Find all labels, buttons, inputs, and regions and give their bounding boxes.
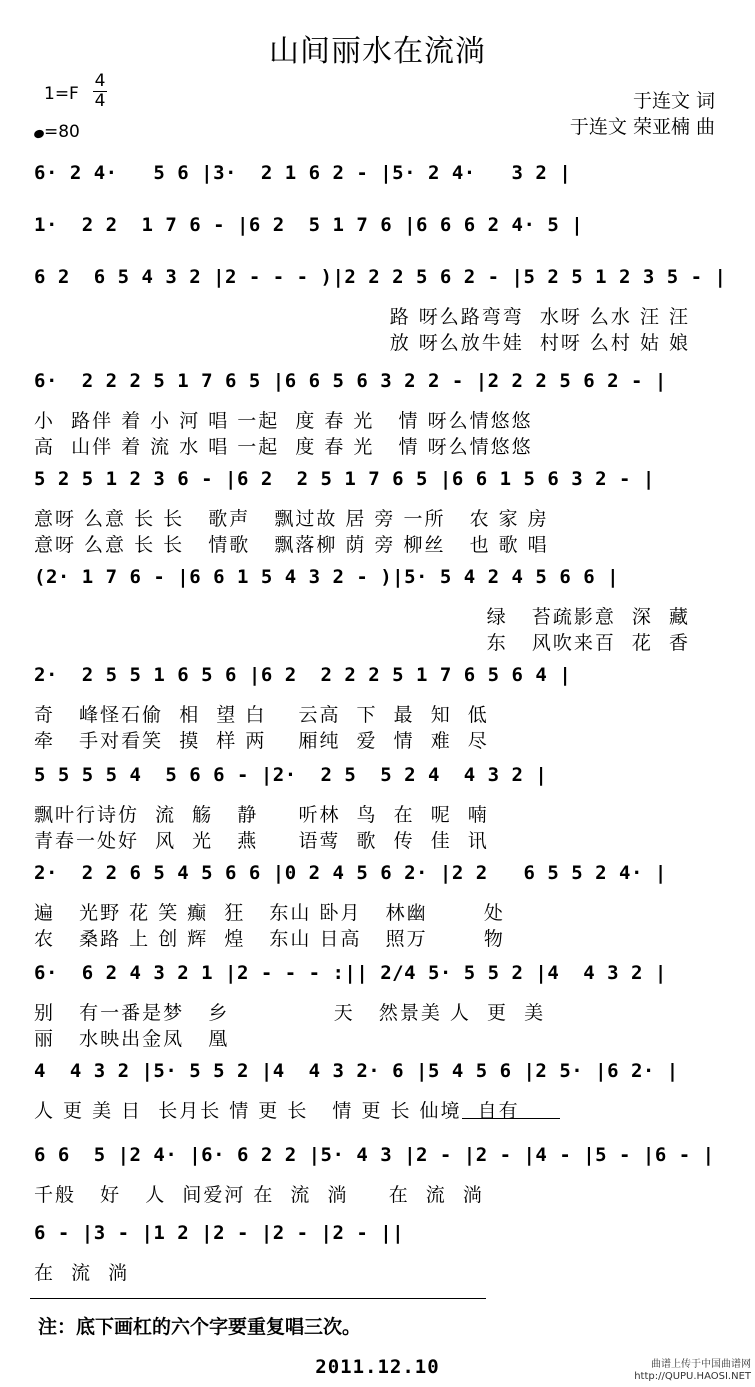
footnote-divider	[30, 1298, 486, 1299]
tempo-marking	[34, 122, 80, 142]
lyrics-verse-2: 意呀 么意 长 长 情歌 飘落柳 荫 旁 柳丝 也 歌 唱	[34, 534, 549, 556]
watermark	[634, 1359, 751, 1383]
notation-row: 5 5 5 5 4 5 6 6 - |2· 2 5 5 2 4 4 3 2 |	[34, 764, 548, 786]
page-title: 山间丽水在流淌	[269, 34, 486, 69]
notation-row: 6· 2 4· 5 6 |3· 2 1 6 2 - |5· 2 4· 3 2 |	[34, 162, 572, 184]
lyricist-credit: 于连文 词	[632, 90, 715, 112]
composer-credit: 于连文 荣亚楠 曲	[569, 116, 715, 138]
notation-row: 5 2 5 1 2 3 6 - |6 2 2 5 1 7 6 5 |6 6 1 5 6 3 2 - |	[34, 468, 655, 490]
notation-row: 6 - |3 - |1 2 |2 - |2 - |2 - ||	[34, 1222, 405, 1244]
time-bottom: 4	[94, 91, 106, 111]
lyrics-verse-2: 高 山伴 着 流 水 唱 一起 度 春 光 情 呀么情悠悠	[34, 436, 533, 458]
watermark-line2: http://QUPU.HAOSI.NET	[634, 1371, 751, 1382]
notation-row: (2· 1 7 6 - |6 6 1 5 4 3 2 - )|5· 5 4 2 4 5 6 6 |	[34, 566, 620, 588]
lyrics-verse-2: 农 桑路 上 创 辉 煌 东山 日高 照万 物	[34, 928, 505, 950]
time-top: 4	[94, 71, 106, 91]
notation-row: 2· 2 2 6 5 4 5 6 6 |0 2 4 5 6 2· |2 2 6 5 5 2 4· |	[34, 862, 667, 884]
tempo-value: =80	[44, 122, 80, 142]
notation-row: 1· 2 2 1 7 6 - |6 2 5 1 7 6 |6 6 6 2 4· 5 |	[34, 214, 584, 236]
footnote: 注：底下画杠的六个字要重复唱三次。	[38, 1316, 362, 1338]
lyrics-verse-1: 遍 光野 花 笑 癫 狂 东山 卧月 林幽 处	[34, 902, 505, 924]
key-signature: 1=F	[44, 84, 79, 104]
date: 2011.12.10	[315, 1356, 440, 1378]
lyrics-verse-1: 奇 峰怪石偷 相 望 白 云高 下 最 知 低	[34, 704, 489, 726]
lyrics-verse-1: 人 更 美 日 长月长 情 更 长 情 更 长 仙境 自有	[34, 1100, 520, 1122]
lyrics-verse-2: 牵 手对看笑 摸 样 两 厢纯 爱 情 难 尽	[34, 730, 489, 752]
lyrics-verse-1: 小 路伴 着 小 河 唱 一起 度 春 光 情 呀么情悠悠	[34, 410, 533, 432]
lyrics-verse-1: 飘叶行诗仿 流 觞 静 听林 鸟 在 呢 喃	[34, 804, 489, 826]
repeat-underline	[462, 1118, 560, 1119]
lyrics-verse-1: 别 有一番是梦 乡 天 然景美 人 更 美	[34, 1002, 546, 1024]
notation-row: 6 6 5 |2 4· |6· 6 2 2 |5· 4 3 |2 - |2 - |4 - |5 - |6 - |	[34, 1144, 715, 1166]
lyrics-verse-1: 绿 苔疏影意 深 藏	[486, 606, 690, 628]
notation-row: 2· 2 5 5 1 6 5 6 |6 2 2 2 2 5 1 7 6 5 6 4 |	[34, 664, 572, 686]
lyrics-verse-2: 丽 水映出金凤 凰	[34, 1028, 230, 1050]
lyrics-verse-2: 放 呀么放牛娃 村呀 么村 姑 娘	[389, 332, 690, 354]
notation-row: 6 2 6 5 4 3 2 |2 - - - )|2 2 2 5 6 2 - |5 2 5 1 2 3 5 - |	[34, 266, 727, 288]
watermark-line1: 曲谱上传于中国曲谱网	[651, 1359, 751, 1370]
notation-row: 6· 2 2 2 5 1 7 6 5 |6 6 5 6 3 2 2 - |2 2 2 5 6 2 - |	[34, 370, 667, 392]
notation-row: 6· 6 2 4 3 2 1 |2 - - - :|| 2/4 5· 5 5 2 |4 4 3 2 |	[34, 962, 667, 984]
lyrics-verse-1: 在 流 淌	[34, 1262, 130, 1284]
lyrics-verse-1: 千般 好 人 间爱河 在 流 淌 在 流 淌	[34, 1184, 484, 1206]
time-signature	[92, 72, 108, 111]
notation-row: 4 4 3 2 |5· 5 5 2 |4 4 3 2· 6 |5 4 5 6 |2 5· |6 2· |	[34, 1060, 679, 1082]
lyrics-verse-2: 青春一处好 风 光 燕 语莺 歌 传 佳 讯	[34, 830, 489, 852]
lyrics-verse-2: 东 风吹来百 花 香	[486, 632, 690, 654]
lyrics-verse-1: 路 呀么路弯弯 水呀 么水 汪 汪	[389, 306, 690, 328]
lyrics-verse-1: 意呀 么意 长 长 歌声 飘过故 居 旁 一所 农 家 房	[34, 508, 549, 530]
